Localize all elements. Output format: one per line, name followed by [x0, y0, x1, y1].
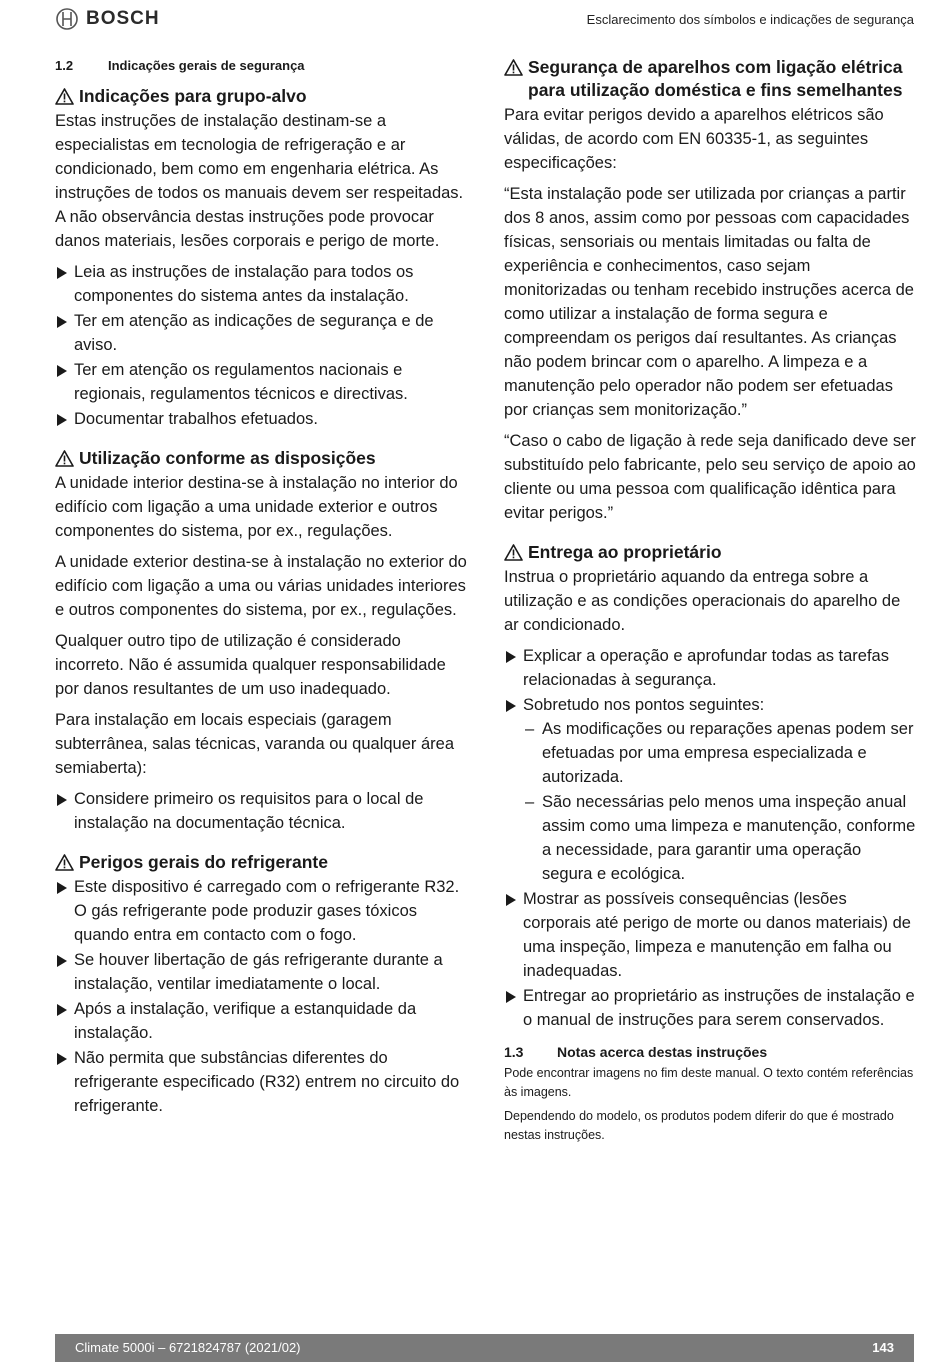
page-footer [55, 1334, 914, 1362]
document-id: Climate 5000i – 6721824787 (2021/02) [75, 1340, 301, 1355]
arrow-icon [57, 1004, 67, 1016]
warning-heading-grupo [55, 85, 467, 108]
paragraph: A unidade exterior destina-se à instalação no exterior do edifício com ligação a uma ou várias unidades interiores e outros componentes do sistema, por ex., regulações. [55, 553, 467, 619]
warning-triangle-icon [55, 854, 74, 871]
arrow-icon [506, 991, 516, 1003]
page-number: 143 [872, 1340, 894, 1355]
paragraph: Para evitar perigos devido a aparelhos elétricos são válidas, de acordo com EN 60335-1, as seguintes especificações: [504, 106, 884, 172]
list-item: Documentar trabalhos efetuados. [55, 407, 467, 431]
list-item: Ter em atenção os regulamentos nacionais e regionais, regulamentos técnicos e directivas. [55, 358, 467, 406]
arrow-icon [506, 651, 516, 663]
sub-list-item: – As modificações ou reparações apenas podem ser efetuadas por uma empresa especializada e autorizada. [523, 717, 916, 789]
header-title: Esclarecimento dos símbolos e indicações de segurança [586, 12, 914, 27]
arrow-icon [506, 700, 516, 712]
bosch-logo [56, 8, 160, 30]
paragraph: “Caso o cabo de ligação à rede seja danificado deve ser substituído pelo fabricante, pelo seu serviço de apoio ao cliente ou uma pessoa com qualificação idêntica para evitar perigos.” [504, 432, 916, 522]
paragraph: Qualquer outro tipo de utilização é considerado incorreto. Não é assumida qualquer responsabilidade por danos resultantes de um uso inadequado. [55, 632, 446, 698]
paragraph: A unidade interior destina-se à instalação no interior do edifício com ligação a uma unidade exterior e outros componentes do sistema, por ex., regulações. [55, 474, 458, 540]
list-item: Considere primeiro os requisitos para o local de instalação na documentação técnica. [55, 787, 467, 835]
list-item: Leia as instruções de instalação para todos os componentes do sistema antes da instalação. [55, 260, 467, 308]
warning-heading-utilizacao [55, 447, 467, 470]
warning-heading-seguranca [504, 56, 916, 102]
list-item: Este dispositivo é carregado com o refrigerante R32. O gás refrigerante pode produzir gases tóxicos quando entra em contacto com o fogo. [55, 875, 467, 947]
list-item: Não permita que substâncias diferentes do refrigerante especificado (R32) entrem no circuito do refrigerante. [55, 1046, 467, 1118]
bosch-armature-icon [56, 8, 78, 30]
arrow-icon [506, 894, 516, 906]
arrow-icon [57, 316, 67, 328]
list-item: Ter em atenção as indicações de segurança e de aviso. [55, 309, 467, 357]
section-number: 1.3 [504, 1044, 524, 1060]
section-number: 1.2 [55, 58, 74, 73]
arrow-icon [57, 365, 67, 377]
list-item: Entregar ao proprietário as instruções de instalação e o manual de instruções para serem conservados. [504, 984, 916, 1032]
instruction-list [504, 644, 916, 1032]
section-heading [504, 1044, 916, 1060]
warning-heading-text: Perigos gerais do refrigerante [79, 852, 328, 872]
warning-triangle-icon [55, 450, 74, 467]
section-title: Notas acerca destas instruções [557, 1044, 768, 1060]
section-heading [55, 58, 467, 73]
warning-heading-text: Utilização conforme as disposições [79, 448, 376, 468]
warning-triangle-icon [504, 59, 523, 76]
list-item: Sobretudo nos pontos seguintes: – As modificações ou reparações apenas podem ser efetuadas por uma empresa especializada e autorizada. – São necessárias pelo menos uma inspeção anual assim como uma limpeza e manutenção, conforme a necessidade, para garantir uma operação segura e ecológica. [504, 693, 916, 886]
arrow-icon [57, 794, 67, 806]
brand-name: BOSCH [86, 8, 160, 29]
left-column [55, 56, 467, 1125]
list-item: Se houver libertação de gás refrigerante durante a instalação, ventilar imediatamente o local. [55, 948, 467, 996]
page-header [0, 0, 950, 40]
arrow-icon [57, 882, 67, 894]
dash-marker: – [525, 720, 535, 738]
right-column [504, 56, 916, 1150]
paragraph: Para instalação em locais especiais (garagem subterrânea, salas técnicas, varanda ou qualquer área semiaberta): [55, 711, 455, 777]
warning-heading-text: Entrega ao proprietário [528, 542, 722, 562]
warning-heading-entrega [504, 541, 916, 564]
instruction-list [55, 787, 467, 835]
arrow-icon [57, 1053, 67, 1065]
warning-triangle-icon [504, 544, 523, 561]
instruction-list [55, 260, 467, 431]
instruction-list [55, 875, 467, 1118]
sub-list [523, 717, 916, 886]
warning-heading-perigos [55, 851, 467, 874]
paragraph: Pode encontrar imagens no fim deste manual. O texto contém referências às imagens. [504, 1066, 914, 1099]
paragraph: “Esta instalação pode ser utilizada por crianças a partir dos 8 anos, assim como por pessoas com capacidades físicas, sensoriais ou mentais limitadas ou falta de experiência e conhecimentos, caso sejam monitorizadas ou tenham recebido instruções acerca de como utilizar a instalação de forma segura e compreendam os perigos daí resultantes. As crianças não podem brincar com o aparelho. A limpeza e a manutenção pelo operador não podem ser efetuadas por crianças sem monitorização.” [504, 185, 914, 419]
arrow-icon [57, 955, 67, 967]
warning-heading-line-2: para utilização doméstica e fins semelhantes [528, 80, 903, 100]
dash-marker: – [525, 793, 535, 811]
warning-heading-text [528, 56, 902, 102]
list-item: Explicar a operação e aprofundar todas as tarefas relacionadas à segurança. [504, 644, 916, 692]
warning-triangle-icon [55, 88, 74, 105]
sub-list-item: – São necessárias pelo menos uma inspeção anual assim como uma limpeza e manutenção, conforme a necessidade, para garantir uma operação segura e ecológica. [523, 790, 916, 886]
paragraph: Instrua o proprietário aquando da entrega sobre a utilização e as condições operacionais do aparelho de ar condicionado. [504, 568, 901, 634]
list-item: Após a instalação, verifique a estanquidade da instalação. [55, 997, 467, 1045]
paragraph: Dependendo do modelo, os produtos podem diferir do que é mostrado nestas instruções. [504, 1109, 894, 1142]
arrow-icon [57, 414, 67, 426]
list-item: Mostrar as possíveis consequências (lesões corporais até perigo de morte ou danos materiais) de uma inspeção, limpeza e manutenção em falha ou inadequadas. [504, 887, 916, 983]
paragraph: Estas instruções de instalação destinam-se a especialistas em tecnologia de refrigeração e ar condicionado, bem como em engenharia elétrica. As instruções de todos os manuais devem ser respeitadas. A não observância destas instruções pode provocar danos materiais, lesões corporais e perigo de morte. [55, 112, 464, 250]
section-title: Indicações gerais de segurança [108, 58, 305, 73]
arrow-icon [57, 267, 67, 279]
warning-heading-text: Indicações para grupo-alvo [79, 86, 307, 106]
warning-heading-line-1: Segurança de aparelhos com ligação elétrica [528, 57, 903, 77]
